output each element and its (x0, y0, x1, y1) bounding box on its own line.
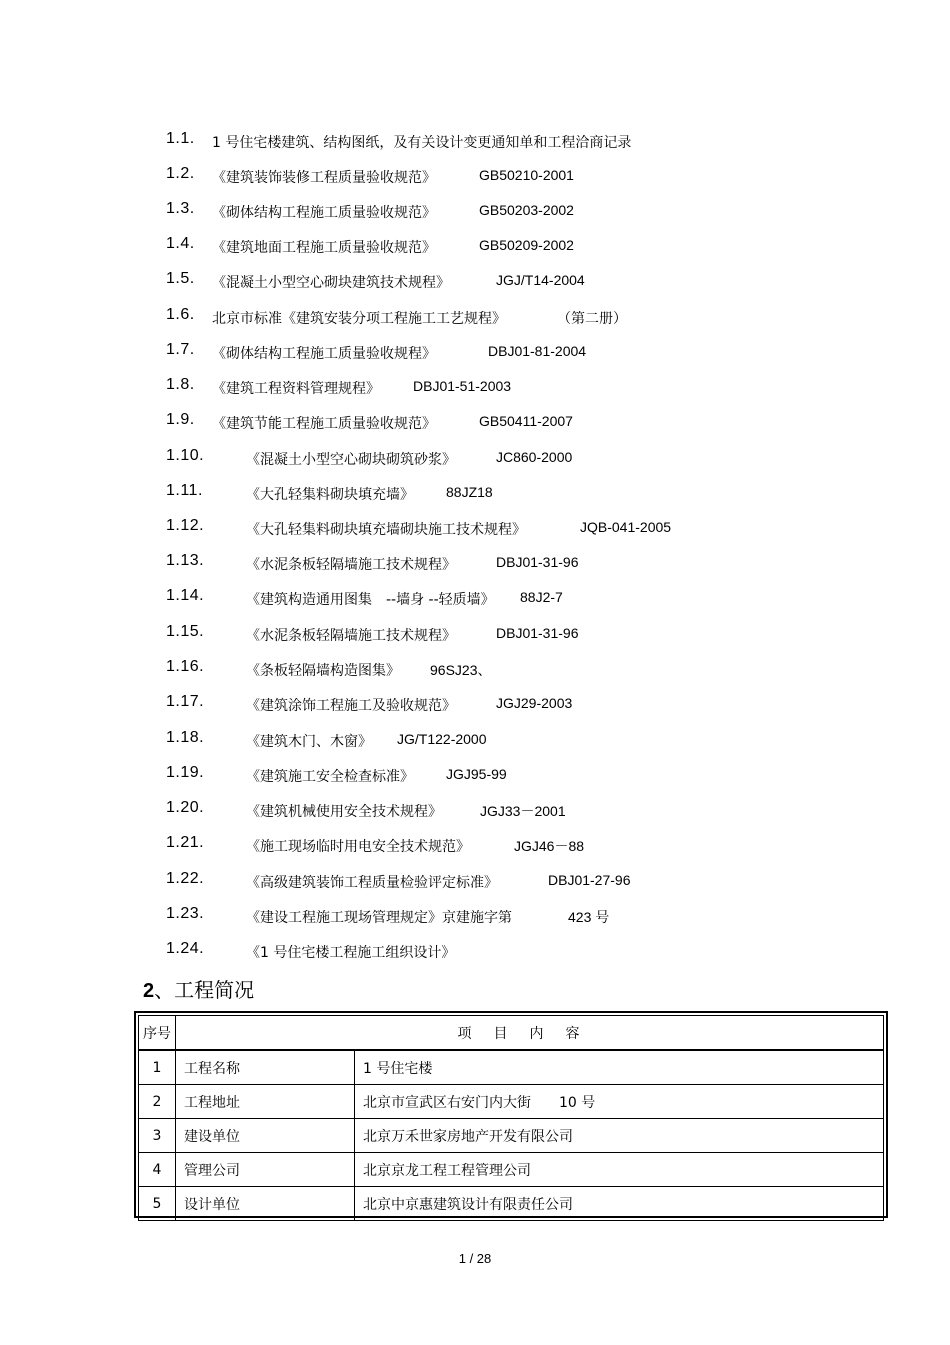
row-item-cell: 工程名称 (176, 1050, 355, 1085)
item-code: 88JZ18 (446, 484, 493, 500)
reference-item (0, 480, 950, 510)
table-header-row (139, 1016, 884, 1051)
item-title: 《建设工程施工现场管理规定》京建施字第 (246, 910, 512, 926)
reference-item (0, 128, 950, 158)
item-title: 《建筑机械使用安全技术规程》 (246, 804, 442, 820)
table-row (139, 1153, 884, 1187)
item-code: 96SJ23、 (430, 662, 492, 678)
item-code: GB50209-2002 (479, 237, 574, 253)
table-row (139, 1085, 884, 1119)
table-row (139, 1187, 884, 1221)
item-number: 1.5. (166, 270, 195, 287)
row-no-cell: 1 (139, 1050, 176, 1085)
item-code: DBJ01-27-96 (548, 872, 631, 888)
item-code: GB50210-2001 (479, 167, 574, 183)
reference-item (0, 938, 950, 968)
reference-item (0, 621, 950, 651)
item-code: （第二册） (557, 311, 627, 327)
item-title: 《建筑装饰装修工程质量验收规范》 (212, 170, 436, 186)
item-title: 《高级建筑装饰工程质量检验评定标准》 (246, 875, 498, 891)
item-number: 1.22. (166, 870, 205, 887)
item-code: DBJ01-31-96 (496, 554, 579, 570)
table-row (139, 1119, 884, 1153)
row-item-cell: 建设单位 (176, 1119, 355, 1153)
reference-item (0, 268, 950, 298)
row-item-cell: 设计单位 (176, 1187, 355, 1221)
item-code: 423 号 (568, 909, 610, 925)
reference-item (0, 762, 950, 792)
item-title: 《建筑构造通用图集 --墙身 --轻质墙》 (246, 592, 495, 608)
item-code: JGJ33－2001 (480, 803, 566, 819)
reference-item (0, 585, 950, 615)
row-value-cell: 北京京龙工程工程管理公司 (355, 1153, 884, 1187)
reference-item (0, 797, 950, 827)
item-number: 1.10. (166, 447, 205, 464)
item-title: 《砌体结构工程施工质量验收规程》 (212, 346, 436, 362)
header-content-cell: 项目内容 (176, 1016, 884, 1051)
item-title: 《建筑涂饰工程施工及验收规范》 (246, 698, 456, 714)
item-number: 1.19. (166, 764, 205, 781)
row-no-cell: 5 (139, 1187, 176, 1221)
row-no-cell: 2 (139, 1085, 176, 1119)
reference-item (0, 727, 950, 757)
item-code: DBJ01-31-96 (496, 625, 579, 641)
item-code: DBJ01-81-2004 (488, 343, 587, 359)
item-code: 88J2-7 (520, 589, 563, 605)
item-number: 1.13. (166, 552, 205, 569)
project-overview-table (134, 1011, 888, 1218)
item-title: 《条板轻隔墙构造图集》 (246, 663, 400, 679)
item-number: 1.12. (166, 517, 205, 534)
item-number: 1.17. (166, 693, 205, 710)
item-number: 1.11. (166, 482, 203, 499)
row-no-cell: 4 (139, 1153, 176, 1187)
item-title: 《建筑施工安全检查标准》 (246, 769, 414, 785)
item-title: 《建筑地面工程施工质量验收规范》 (212, 240, 436, 256)
item-title: 《建筑木门、木窗》 (246, 734, 372, 750)
item-number: 1.16. (166, 658, 205, 675)
item-number: 1.9. (166, 411, 195, 428)
item-code: GB50203-2002 (479, 202, 574, 218)
row-value-cell: 北京市宣武区右安门内大街 10 号 (355, 1085, 884, 1119)
item-number: 1.18. (166, 729, 205, 746)
header-no-cell: 序号 (139, 1016, 176, 1051)
item-number: 1.23. (166, 905, 205, 922)
row-no-cell: 3 (139, 1119, 176, 1153)
item-number: 1.6. (166, 306, 195, 323)
item-number: 1.21. (166, 834, 205, 851)
item-number: 1.14. (166, 587, 205, 604)
item-title: 《水泥条板轻隔墙施工技术规程》 (246, 557, 456, 573)
reference-item (0, 198, 950, 228)
item-title: 《建筑工程资料管理规程》 (212, 381, 380, 397)
item-number: 1.1. (166, 130, 195, 147)
item-title: 1 号住宅楼建筑、结构图纸，及有关设计变更通知单和工程洽商记录 (212, 135, 632, 151)
reference-item (0, 515, 950, 545)
reference-item (0, 656, 950, 686)
item-number: 1.24. (166, 940, 205, 957)
row-value-cell: 北京中京惠建筑设计有限责任公司 (355, 1187, 884, 1221)
item-title: 《施工现场临时用电安全技术规范》 (246, 839, 470, 855)
item-code: GB50411-2007 (479, 413, 573, 429)
item-title: 《混凝土小型空心砌块砌筑砂浆》 (246, 452, 456, 468)
item-number: 1.2. (166, 165, 195, 182)
reference-item (0, 304, 950, 334)
item-code: JGJ46－88 (514, 838, 585, 854)
reference-item (0, 550, 950, 580)
reference-item (0, 832, 950, 862)
item-number: 1.15. (166, 623, 205, 640)
item-title: 《砌体结构工程施工质量验收规范》 (212, 205, 436, 221)
reference-item (0, 903, 950, 933)
section-separator: 、 (154, 978, 175, 1002)
reference-item (0, 163, 950, 193)
reference-item (0, 445, 950, 475)
item-number: 1.20. (166, 799, 205, 816)
reference-item (0, 409, 950, 439)
row-value-cell: 北京万禾世家房地产开发有限公司 (355, 1119, 884, 1153)
item-code: JC860-2000 (496, 449, 573, 465)
reference-item (0, 339, 950, 369)
table-row (139, 1050, 884, 1085)
item-number: 1.4. (166, 235, 195, 252)
item-code: JGJ95-99 (446, 766, 507, 782)
item-code: JGJ29-2003 (496, 695, 573, 711)
reference-item (0, 691, 950, 721)
item-code: JGJ/T14-2004 (496, 272, 585, 288)
item-title: 《大孔轻集料砌块填充墙砌块施工技术规程》 (246, 522, 526, 538)
section-heading (143, 974, 254, 1003)
page-number: 1 / 28 (458, 1251, 492, 1266)
section-number: 2 (143, 980, 155, 1002)
reference-item (0, 233, 950, 263)
item-title: 《1 号住宅楼工程施工组织设计》 (246, 945, 456, 961)
item-title: 《混凝土小型空心砌块建筑技术规程》 (212, 275, 450, 291)
section-title: 工程简况 (174, 978, 255, 1002)
item-title: 《大孔轻集料砌块填充墙》 (246, 487, 414, 503)
item-number: 1.3. (166, 200, 195, 217)
reference-item (0, 374, 950, 404)
item-number: 1.8. (166, 376, 195, 393)
item-code: DBJ01-51-2003 (413, 378, 512, 394)
row-value-cell: 1 号住宅楼 (355, 1050, 884, 1085)
item-title: 《建筑节能工程施工质量验收规范》 (212, 416, 436, 432)
item-code: JG/T122-2000 (397, 731, 487, 747)
item-code: JQB-041-2005 (580, 519, 672, 535)
reference-item (0, 868, 950, 898)
row-item-cell: 管理公司 (176, 1153, 355, 1187)
item-number: 1.7. (166, 341, 195, 358)
item-title: 北京市标准《建筑安装分项工程施工工艺规程》 (212, 311, 506, 327)
row-item-cell: 工程地址 (176, 1085, 355, 1119)
item-title: 《水泥条板轻隔墙施工技术规程》 (246, 628, 456, 644)
